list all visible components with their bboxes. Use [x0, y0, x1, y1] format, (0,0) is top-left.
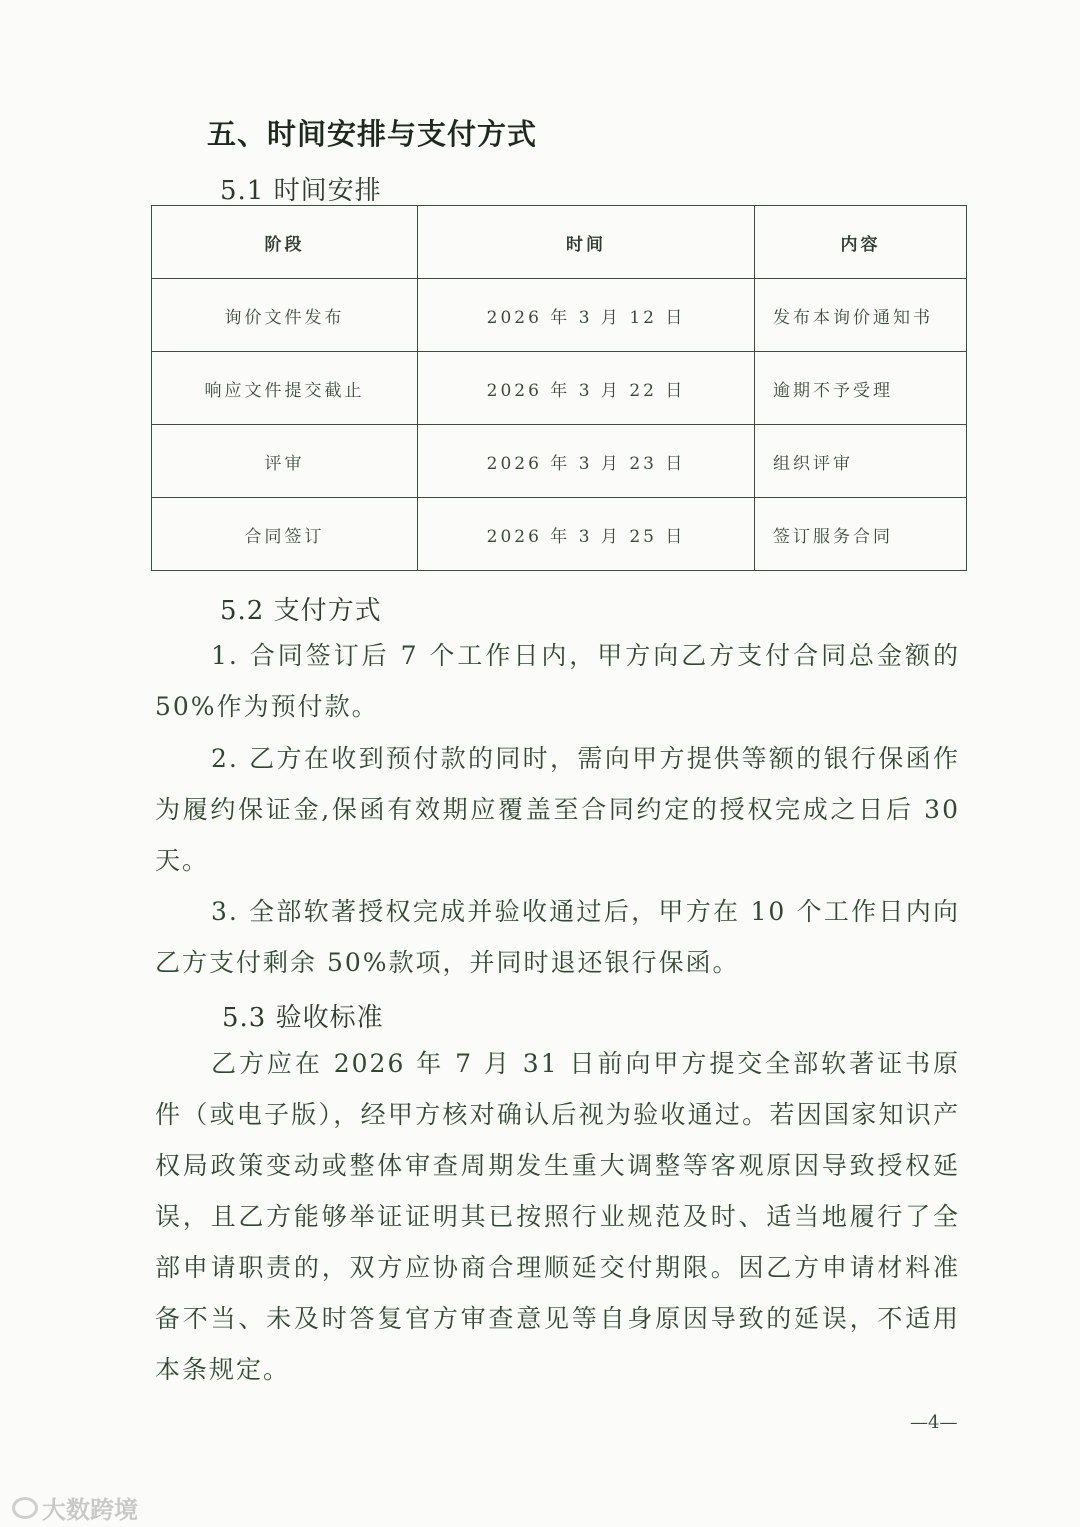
- table-row: [152, 425, 967, 498]
- watermark: [12, 1490, 138, 1525]
- table-cell-content: 发布本询价通知书: [755, 279, 967, 352]
- table-row: [152, 498, 967, 571]
- table-cell-stage: 合同签订: [152, 498, 418, 571]
- section-title: 五、时间安排与支付方式: [207, 117, 538, 151]
- table-cell-time: 2026 年 3 月 25 日: [418, 498, 755, 571]
- table-cell-content: 逾期不予受理: [755, 352, 967, 425]
- table-cell-time: 2026 年 3 月 22 日: [418, 352, 755, 425]
- page-number: —4—: [910, 1412, 958, 1433]
- payment-item-1: 1. 合同签订后 7 个工作日内，甲方向乙方支付合同总金额的 50%作为预付款。: [155, 641, 960, 721]
- acceptance-heading: 5.3 验收标准: [222, 1003, 384, 1033]
- table-row: [152, 279, 967, 352]
- table-cell-content: 组织评审: [755, 425, 967, 498]
- payment-heading: 5.2 支付方式: [220, 596, 382, 626]
- payment-item-3: 3. 全部软著授权完成并验收通过后，甲方在 10 个工作日内向乙方支付剩余 50%款项，并同时退还银行保函。: [155, 897, 960, 977]
- schedule-heading: 5.1 时间安排: [220, 176, 382, 206]
- table-cell-content: 签订服务合同: [755, 498, 967, 571]
- table-cell-time: 2026 年 3 月 23 日: [418, 425, 755, 498]
- watermark-text: 大数跨境: [42, 1496, 138, 1524]
- payment-item-2: 2. 乙方在收到预付款的同时，需向甲方提供等额的银行保函作为履约保证金,保函有效期应覆盖至合同约定的授权完成之日后 30 天。: [155, 744, 960, 875]
- column-header-time: 时间: [418, 206, 755, 279]
- table-cell-stage: 响应文件提交截止: [152, 352, 418, 425]
- acceptance-text: 乙方应在 2026 年 7 月 31 日前向甲方提交全部软著证书原件（或电子版），经甲方核对确认后视为验收通过。若因国家知识产权局政策变动或整体审查周期发生重大调整等客观原因导致授权延误，且乙方能够举证证明其已按照行业规范及时、适当地履行了全部申请职责的，双方应协商合理顺延交付期限。因乙方申请材料准备不当、未及时答复官方审查意见等自身原因导致的延误，不适用本条规定。: [155, 1049, 960, 1384]
- schedule-table: [151, 205, 967, 571]
- table-cell-time: 2026 年 3 月 12 日: [418, 279, 755, 352]
- table-row: [152, 352, 967, 425]
- table-cell-stage: 询价文件发布: [152, 279, 418, 352]
- column-header-stage: 阶段: [152, 206, 418, 279]
- table-cell-stage: 评审: [152, 425, 418, 498]
- table-header-row: [152, 206, 967, 279]
- watermark-logo-icon: [12, 1497, 38, 1519]
- column-header-content: 内容: [755, 206, 967, 279]
